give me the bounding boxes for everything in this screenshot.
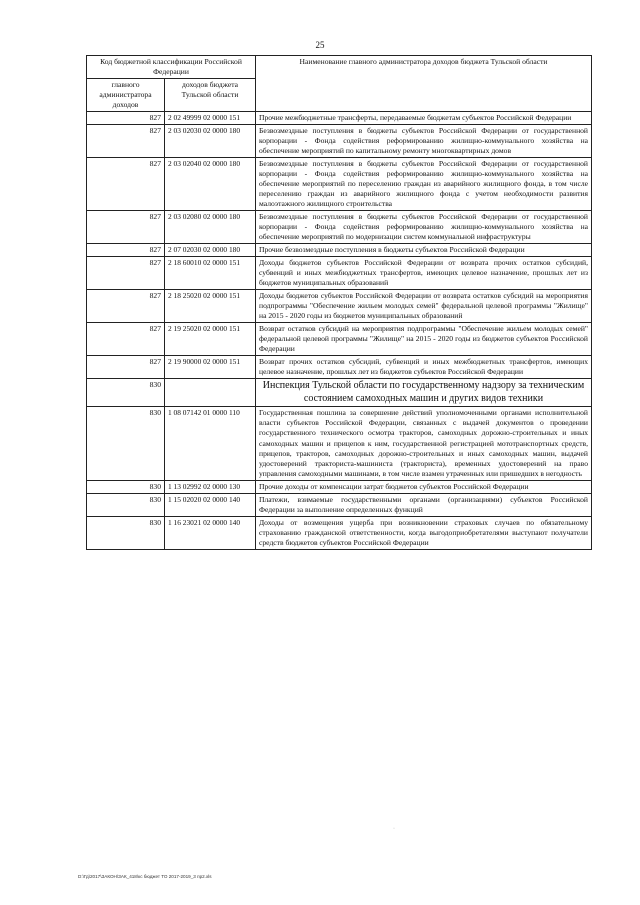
name-cell: Безвозмездные поступления в бюджеты субъектов Российской Федерации от государственной корпорации - Фонда содействия реформированию жилищно-коммунального хозяйства на обеспечение мероприятий по переселению граждан из аварийного жилищного фонда, в том числе переселению граждан из аварийного жилищного фонда с учетом необходимости развития малоэтажного жилищного строительства: [256, 158, 592, 211]
name-cell: Прочие безвозмездные поступления в бюджеты субъектов Российской Федерации: [256, 244, 592, 257]
income-code-cell: 2 18 60010 02 0000 151: [165, 257, 256, 290]
admin-code-cell: 827: [87, 125, 165, 158]
table-row: [87, 112, 592, 125]
admin-code-cell: 830: [87, 493, 165, 516]
income-code-cell: [165, 379, 256, 407]
table-row: [87, 323, 592, 356]
admin-code-cell: 830: [87, 407, 165, 480]
table-row: [87, 211, 592, 244]
page-number: 25: [315, 40, 325, 50]
table-row: [87, 158, 592, 211]
admin-code-cell: 827: [87, 257, 165, 290]
table-row: [87, 407, 592, 480]
admin-code-cell: 830: [87, 480, 165, 493]
table-body: [87, 112, 592, 550]
code-group-header: Код бюджетной классификации Российской Федерации: [87, 56, 256, 79]
income-code-cell: 2 03 02080 02 0000 180: [165, 211, 256, 244]
name-cell: Прочие доходы от компенсации затрат бюджетов субъектов Российской Федерации: [256, 480, 592, 493]
income-code-cell: 2 02 49999 02 0000 151: [165, 112, 256, 125]
table-row: [87, 290, 592, 323]
income-code-cell: 1 08 07142 01 0000 110: [165, 407, 256, 480]
table-row: [87, 244, 592, 257]
admin-code-cell: 830: [87, 516, 165, 549]
admin-code-cell: 827: [87, 211, 165, 244]
table-row: [87, 480, 592, 493]
income-code-cell: 1 13 02992 02 0000 130: [165, 480, 256, 493]
name-cell: Государственная пошлина за совершение действий уполномоченными органами исполнительной власти субъектов Российской Федерации, связанных с выдачей документов о проведении государственного технического осмотра тракторов, самоходных дорожно-строительных и иных самоходных машин и прицепов к ним, государственной регистрацией мототранспортных средств, прицепов, тракторов, самоходных дорожно-строительных и иных самоходных машин, выдачей удостоверений тракториста-машиниста (тракториста), временных удостоверений на право управления самоходными машинами, в том числе взамен утраченных или пришедших в негодность: [256, 407, 592, 480]
name-cell: Доходы бюджетов субъектов Российской Федерации от возврата остатков субсидий на мероприятия подпрограммы "Обеспечение жильем молодых семей" федеральной целевой программы "Жилище" на 2015 - 2020 годы из бюджетов муниципальных образований: [256, 290, 592, 323]
income-column-header: доходов бюджета Тульской области: [165, 79, 256, 112]
table-header-row: [87, 56, 592, 79]
admin-code-cell: 827: [87, 112, 165, 125]
admin-code-cell: 827: [87, 244, 165, 257]
budget-classification-table: [86, 55, 592, 550]
admin-column-header: главного администратора доходов: [87, 79, 165, 112]
admin-code-cell: 827: [87, 356, 165, 379]
income-code-cell: 2 18 25020 02 0000 151: [165, 290, 256, 323]
income-code-cell: 2 19 90000 02 0000 151: [165, 356, 256, 379]
name-cell: Безвозмездные поступления в бюджеты субъектов Российской Федерации от государственной корпорации - Фонда содействия реформированию жилищно-коммунального хозяйства на обеспечение мероприятий по капитальному ремонту многоквартирных домов: [256, 125, 592, 158]
name-cell: Прочие межбюджетные трансферты, передаваемые бюджетам субъектов Российской Федерации: [256, 112, 592, 125]
table-row: [87, 125, 592, 158]
admin-code-cell: 827: [87, 290, 165, 323]
scan-mark: ·: [393, 826, 395, 832]
name-cell: Доходы бюджетов субъектов Российской Федерации от возврата прочих остатков субсидий, субвенций и иных межбюджетных трансфертов, имеющих целевое назначение, прошлых лет из бюджетов муниципальных образований: [256, 257, 592, 290]
income-code-cell: 1 16 23021 02 0000 140: [165, 516, 256, 549]
table-row: [87, 516, 592, 549]
admin-code-cell: 827: [87, 323, 165, 356]
admin-code-cell: 827: [87, 158, 165, 211]
name-cell: Возврат прочих остатков субсидий, субвенций и иных межбюджетных трансфертов, имеющих целевое назначение, прошлых лет из бюджетов субъектов Российской Федерации: [256, 356, 592, 379]
income-code-cell: 2 19 25020 02 0000 151: [165, 323, 256, 356]
section-row: [87, 379, 592, 407]
table-row: [87, 356, 592, 379]
name-cell: Доходы от возмещения ущерба при возникновении страховых случаев по обязательному страхованию гражданской ответственности, когда выгодоприобретателями выступают получатели средств бюджетов субъектов Российской Федерации: [256, 516, 592, 549]
name-column-header: Наименование главного администратора доходов бюджета Тульской области: [256, 56, 592, 112]
name-cell: Платежи, взимаемые государственными органами (организациями) субъектов Российской Федерации за выполнение определенных функций: [256, 493, 592, 516]
name-cell: Безвозмездные поступления в бюджеты субъектов Российской Федерации от государственной корпорации - Фонда содействия реформированию жилищно-коммунального хозяйства на обеспечение мероприятий по модернизации систем коммунальной инфраструктуры: [256, 211, 592, 244]
income-code-cell: 2 07 02030 02 0000 180: [165, 244, 256, 257]
income-code-cell: 1 15 02020 02 0000 140: [165, 493, 256, 516]
name-cell: Возврат остатков субсидий на мероприятия подпрограммы "Обеспечение жильем молодых семей" федеральной целевой программы "Жилище" на 2015 - 2020 годы из бюджетов субъектов Российской Федерации: [256, 323, 592, 356]
file-path-footer: D:\Гд\2017\ЗАКОН\ЗАК_418\кс бюджет ТО 2017-2019_3 пр2.xls: [78, 874, 212, 879]
admin-code-cell: 830: [87, 379, 165, 407]
table-row: [87, 257, 592, 290]
table-row: [87, 493, 592, 516]
income-code-cell: 2 03 02040 02 0000 180: [165, 158, 256, 211]
income-code-cell: 2 03 02030 02 0000 180: [165, 125, 256, 158]
section-title-cell: Инспекция Тульской области по государственному надзору за техническим состоянием самоходных машин и других видов техники: [256, 379, 592, 407]
